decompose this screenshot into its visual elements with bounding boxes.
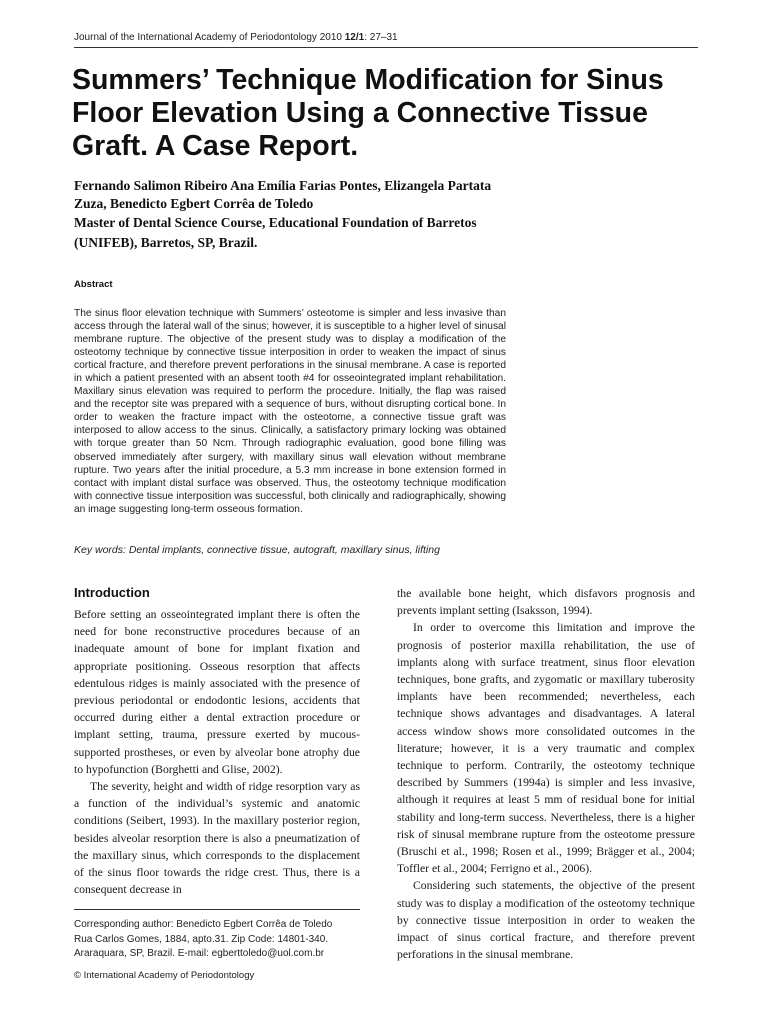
introduction-heading: Introduction xyxy=(74,585,150,600)
copyright-notice: © International Academy of Periodontology xyxy=(74,970,255,981)
paper-title: Summers’ Technique Modification for Sinus Floor Elevation Using a Connective Tissue Graft. A Case Report. xyxy=(72,64,664,162)
header-divider xyxy=(74,47,698,48)
keywords: Key words: Dental implants, connective tissue, autograft, maxillary sinus, lifting xyxy=(74,544,440,556)
intro-paragraph-2: The severity, height and width of ridge resorption vary as a function of the individual’s systemic and anatomic conditions (Seibert, 1993). In the maxillary posterior region, besides alveolar resorption there is also a pneumatization of the maxillary sinus, which corresponds to the displacement of the sinus floor towards the ridge crest. Thus, there is a consequent decrease in xyxy=(74,780,360,897)
journal-header xyxy=(74,32,398,43)
right-column xyxy=(397,585,695,963)
author-list: Fernando Salimon Ribeiro Ana Emília Farias Pontes, Elizangela Partata Zuza, Benedicto Egbert Corrêa de Toledo xyxy=(74,178,492,211)
journal-volume: 12/1 xyxy=(344,32,365,43)
correspondence-block xyxy=(74,918,374,962)
correspondence-author: Corresponding author: Benedicto Egbert Corrêa de Toledo xyxy=(74,919,333,930)
intro-paragraph-1: Before setting an osseointegrated implant there is often the need for bone reconstructive procedures because of an inadequate amount of bone for implant fixation and appropriate positioning. Osseous resorption that affects edentulous ridges is mainly associated with the presence of previous periodontal or endodontic lesions, accidents that occurred during either a dental extraction procedure or implant setting, trauma, pressure exerted by mucous-supported prostheses, or even by alveolar bone atrophy due to hypofunction (Borghetti and Glise, 2002). xyxy=(74,608,360,776)
left-column xyxy=(74,585,360,898)
intro-paragraph-3: the available bone height, which disfavors prognosis and prevents implant setting (Isaksson, 1994). xyxy=(397,587,695,618)
abstract-heading: Abstract xyxy=(74,279,113,290)
journal-name: Journal of the International Academy of Periodontology 2010 xyxy=(74,32,345,43)
correspondence-address: Rua Carlos Gomes, 1884, apto.31. Zip Code: 14801-340. xyxy=(74,933,329,945)
journal-pages: : 27–31 xyxy=(364,32,398,43)
correspondence-city-email: Araraquara, SP, Brazil. E-mail: egberttoledo@uol.com.br xyxy=(74,948,325,959)
intro-paragraph-5: Considering such statements, the objective of the present study was to display a modification of the osteotomy technique by connective tissue interposition in order to weaken the impact of sinus cortical fracture, and therefore prevent perforations in the sinusal membrane. xyxy=(397,879,695,962)
affiliation: Master of Dental Science Course, Educational Foundation of Barretos (UNIFEB), Barretos, SP, Brazil. xyxy=(74,215,477,250)
footnote-divider xyxy=(74,909,360,910)
abstract-text: The sinus floor elevation technique with Summers’ osteotome is simpler and less invasive than access through the lateral wall of the sinus; however, it is susceptible to a higher level of sinusal membrane rupture. The objective of the present study was to display a modification of the osteotomy technique by connective tissue interposition in order to weaken the impact of sinus cortical fracture, and therefore prevent perforations in the sinusal membrane. A case is reported in which a patient presented with an absent tooth #4 for osseointegrated implant rehabilitation. Maxillary sinus elevation was required to perform the procedure. Initially, the flap was raised and the receptor site was prepared with a sequence of burs, without disrupting cortical bone. In order to weaken the fracture impact with the osteotome, a connective tissue graft was interposed to allow access to the sinus. Clinically, a satisfactory primary locking was obtained with torque greater than 50 Ncm. Through radiographic evaluation, good bone filling was observed immediately after surgery, with maxillary sinus wall elevation without membrane rupture. Two years after the initial procedure, a 5.3 mm increase in bone extension formed in contact with implant distal surface was observed. Thus, the osteotomy technique modification with connective tissue interposition was successful, both clinically and radiographically, showing an image suggesting long-term osseous formation. xyxy=(74,308,506,515)
intro-paragraph-4: In order to overcome this limitation and improve the prognosis of posterior maxilla rehabilitation, the use of implants along with surface treatment, sinus floor elevation techniques, bone grafts, and zygomatic or maxillary tuberosity implants have been recommended; nevertheless, each technique shows advantages and disadvantages. A lateral access window shows more consolidated outcomes in the literature; however, it is a very traumatic and complex technique to perform. Contrarily, the osteotomy technique described by Summers (1994a) is simpler and less invasive, although it requires at least 5 mm of residual bone for initial stability and long-term success. Nevertheless, there is a higher risk of sinusal membrane rupture from the osteotome pressure (Bruschi et al., 1998; Rosen et al., 1999; Brägger et al., 2004; Toffler et al., 2004; Ferrigno et al., 2006). xyxy=(397,621,695,876)
